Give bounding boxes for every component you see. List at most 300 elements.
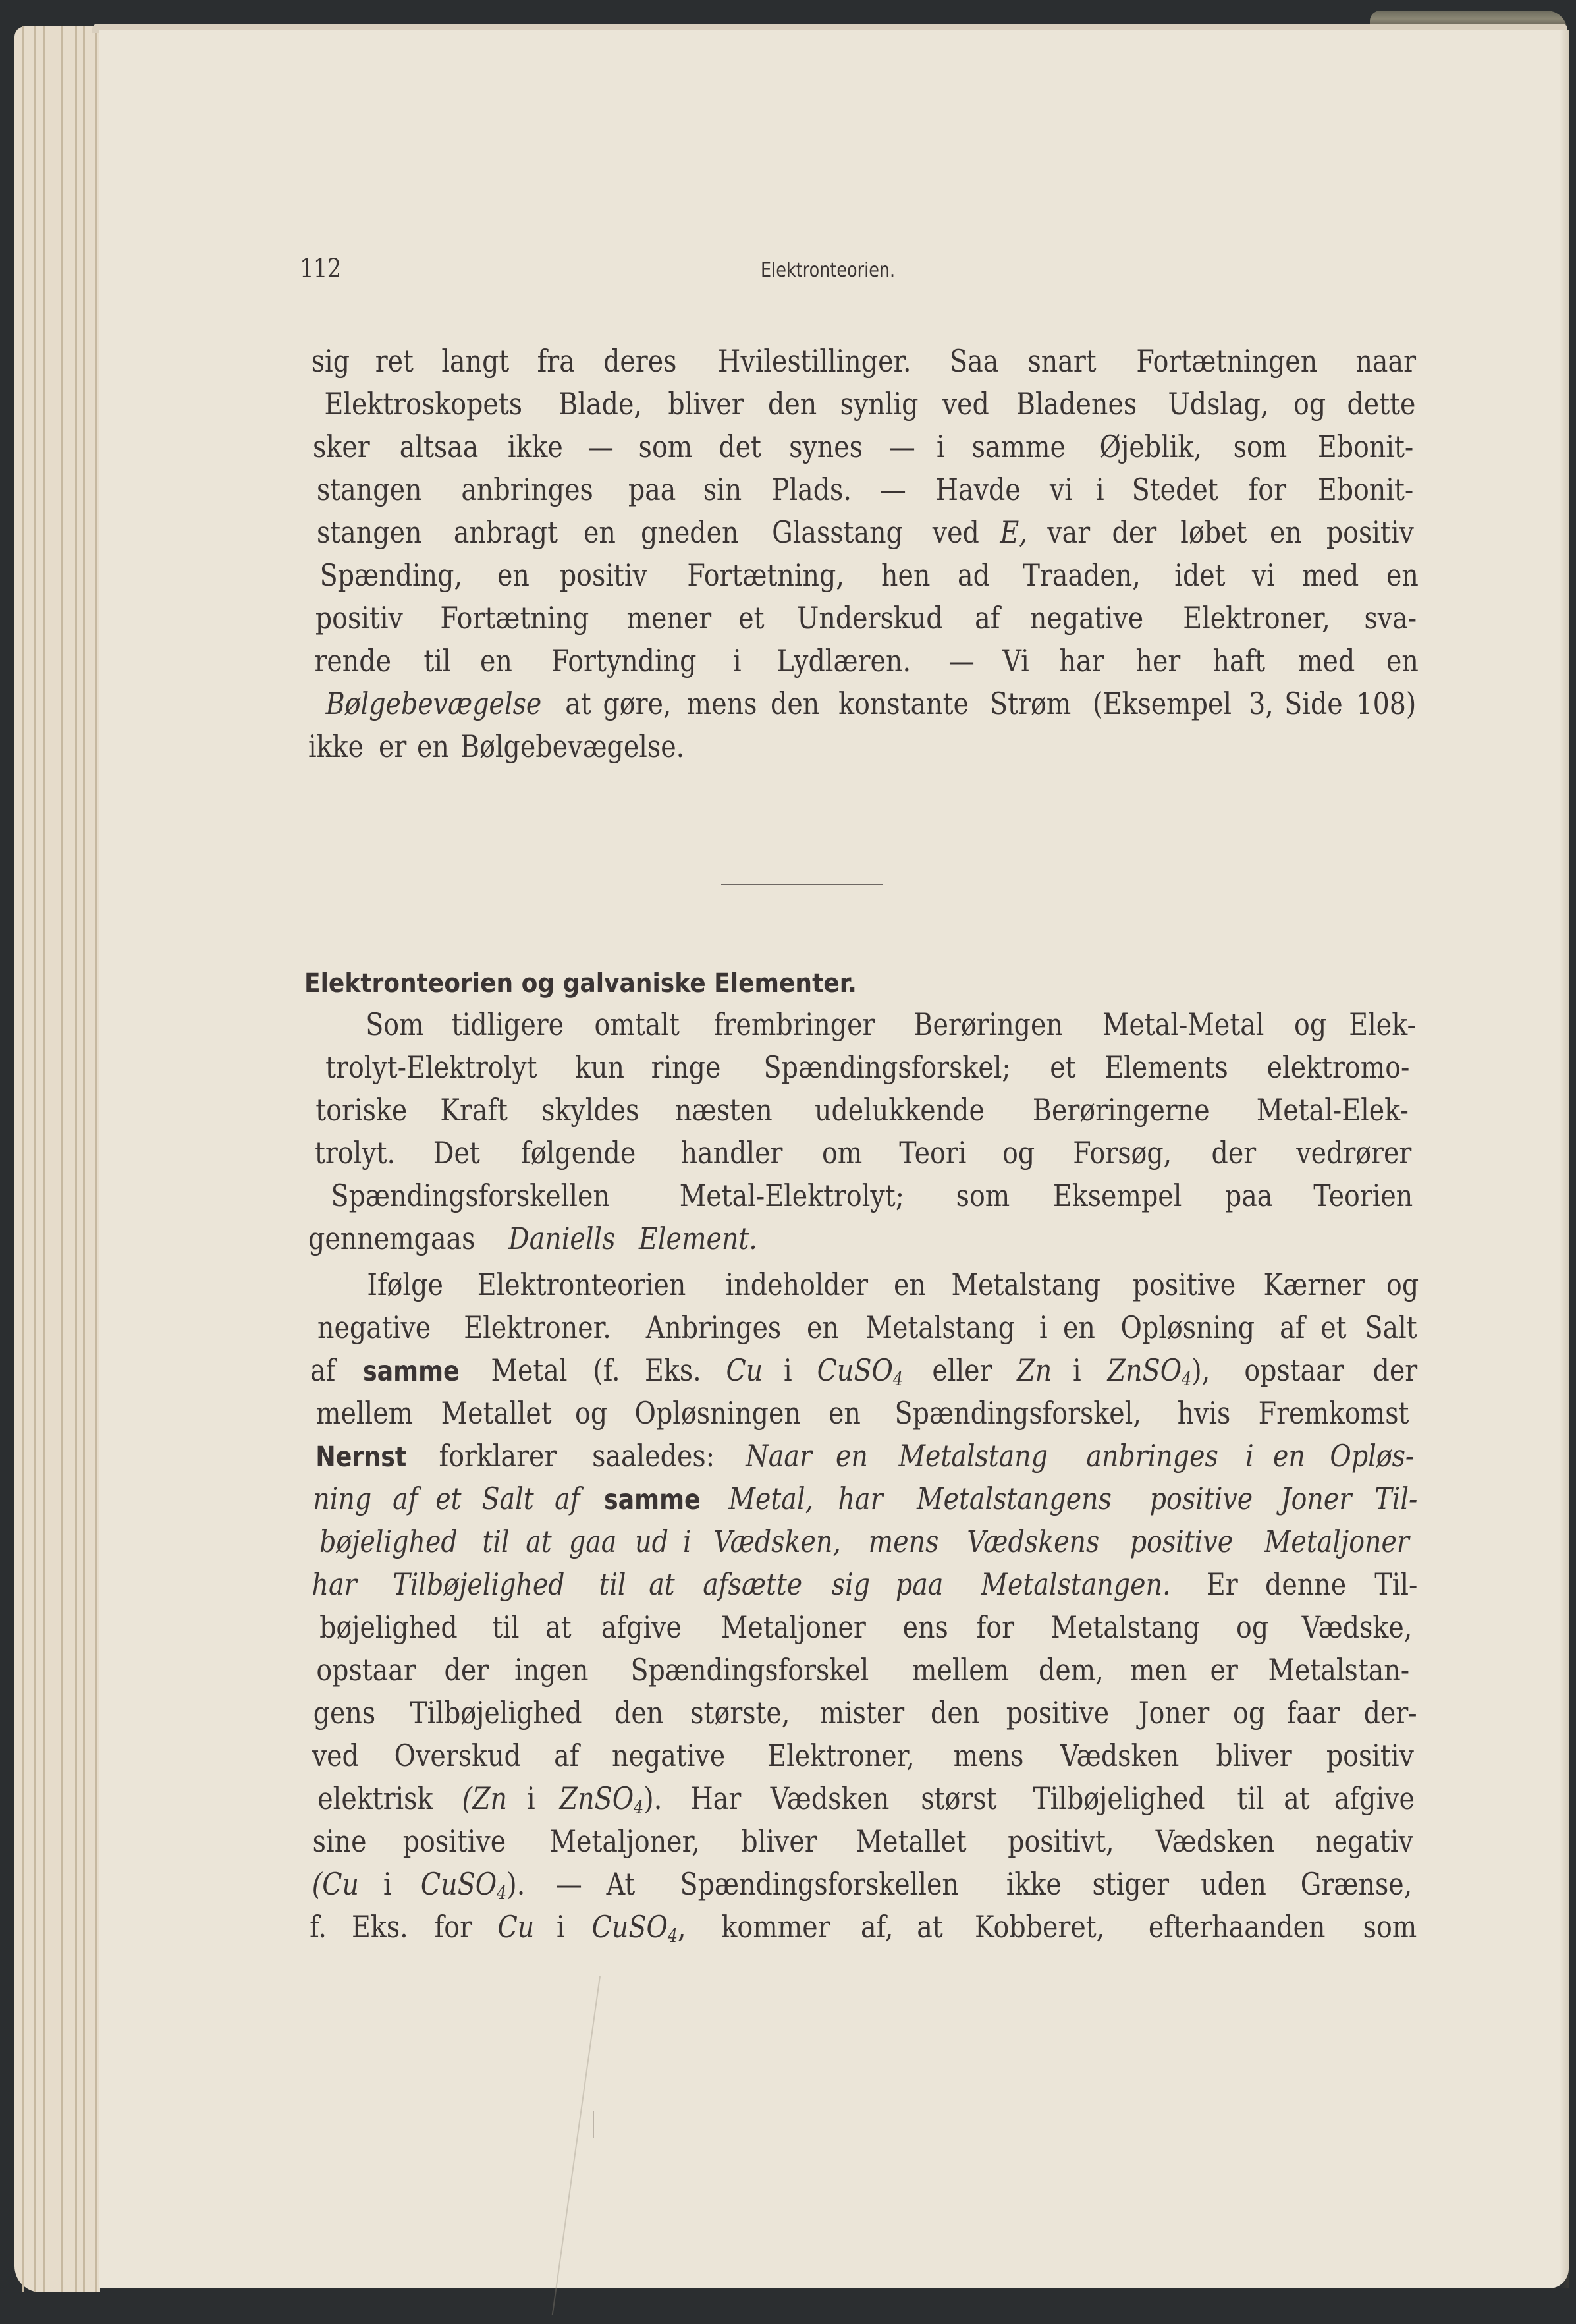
- word-group: [366, 1003, 423, 1045]
- word: i: [1039, 1310, 1048, 1345]
- word-group: [817, 1349, 903, 1391]
- word-group: [556, 1863, 582, 1905]
- word-group: [1149, 1906, 1326, 1948]
- text-line: [308, 1349, 1421, 1391]
- word-group: [460, 725, 684, 767]
- word-group: [1301, 1863, 1412, 1905]
- text-line: [308, 511, 1421, 553]
- word: Eks.: [351, 1909, 408, 1945]
- word: 108): [1356, 686, 1417, 721]
- word-group: [914, 1003, 1063, 1045]
- word: til: [423, 643, 451, 678]
- word: ingen: [514, 1652, 589, 1688]
- word-group: [641, 511, 738, 553]
- word: Kærner: [1263, 1267, 1365, 1302]
- word: sva-: [1364, 600, 1417, 636]
- word: der: [1372, 1352, 1418, 1388]
- word: et: [435, 1481, 462, 1516]
- word: Til-: [1374, 1566, 1418, 1602]
- word: rende: [314, 643, 392, 678]
- word: ZnSO: [560, 1781, 634, 1816]
- word: paa: [1225, 1178, 1273, 1213]
- word: Tilbøjelighed: [409, 1695, 582, 1730]
- word: (Eksempel: [1093, 686, 1232, 721]
- word: CuSO: [592, 1909, 668, 1945]
- word: Lydlæren.: [776, 643, 911, 678]
- word-group: [896, 1563, 943, 1605]
- word: anbringes: [1086, 1438, 1218, 1474]
- word-group: [1210, 1649, 1238, 1691]
- word: i: [526, 1781, 535, 1816]
- word: Øjeblik,: [1099, 429, 1203, 464]
- text-line: [308, 725, 1421, 767]
- word-group: [1000, 511, 1027, 553]
- word-group: [1257, 1089, 1409, 1131]
- word: Spændingsforskel;: [763, 1049, 1011, 1085]
- word-group: [1002, 1132, 1035, 1174]
- word-group: [975, 1906, 1104, 1948]
- word: negativ: [1315, 1823, 1413, 1859]
- word-group: [628, 468, 676, 511]
- word: dette: [1347, 386, 1416, 422]
- word: og: [1293, 386, 1326, 422]
- text-line: [308, 383, 1421, 425]
- word: i: [1073, 1352, 1082, 1388]
- word: Daniells: [508, 1221, 616, 1256]
- word: Til-: [1374, 1481, 1418, 1516]
- word-group: [1030, 597, 1143, 639]
- word: bøjelighed: [319, 1524, 458, 1559]
- subscript: 4: [634, 1796, 644, 1818]
- word: hvis: [1177, 1395, 1231, 1431]
- word: positive: [402, 1823, 506, 1859]
- word: mens: [869, 1524, 939, 1559]
- word: haft: [1212, 643, 1265, 678]
- word: og: [1002, 1135, 1035, 1171]
- word-group: [315, 1132, 395, 1174]
- word-group: [690, 1777, 741, 1819]
- word-group: [452, 1003, 564, 1045]
- word-group: [603, 1478, 700, 1521]
- word-group: [399, 426, 478, 468]
- word-group: [680, 1863, 959, 1905]
- word: ved: [312, 1738, 359, 1773]
- word: er: [1210, 1652, 1239, 1688]
- word-group: [714, 1520, 841, 1563]
- word: Traaden,: [1022, 557, 1141, 593]
- word: som: [956, 1178, 1010, 1213]
- word: (f.: [593, 1352, 620, 1388]
- word: ret: [375, 343, 414, 379]
- word-group: [763, 1046, 1010, 1088]
- word: er: [378, 729, 407, 764]
- word: bliver: [1216, 1738, 1292, 1773]
- word-group: [527, 1777, 535, 1819]
- word: Fortætning,: [687, 557, 845, 593]
- word: mens: [686, 686, 757, 721]
- word-group: [601, 1606, 682, 1648]
- word: som: [638, 429, 693, 464]
- word-group: [1259, 1392, 1409, 1434]
- word: af: [554, 1738, 580, 1773]
- word-group: [1006, 1692, 1109, 1734]
- word-group: [1093, 682, 1232, 725]
- word-group: [726, 1349, 763, 1391]
- word: mens: [953, 1738, 1024, 1773]
- word: at: [1284, 1781, 1311, 1816]
- word-group: [836, 1435, 868, 1477]
- word-group: [1022, 554, 1140, 596]
- word-group: [575, 1392, 607, 1434]
- word-group: [1211, 1132, 1256, 1174]
- word-group: [639, 426, 693, 468]
- word: —: [587, 429, 614, 464]
- word-group: [1150, 1478, 1253, 1520]
- word-group: [1249, 682, 1274, 725]
- word: Berøringen: [913, 1007, 1064, 1042]
- word-group: [1386, 640, 1419, 682]
- word-group: [315, 597, 403, 639]
- word-group: [807, 1306, 839, 1348]
- word-group: [635, 1520, 668, 1563]
- word: synes: [789, 429, 863, 464]
- word: og: [1236, 1609, 1269, 1645]
- word-group: [869, 1520, 939, 1563]
- word-group: [394, 1734, 520, 1777]
- word-group: [977, 1606, 1014, 1648]
- word: den: [614, 1695, 664, 1730]
- word: en: [893, 1267, 926, 1302]
- word: Fortætningen: [1135, 343, 1317, 379]
- word-group: [1108, 1349, 1210, 1391]
- word-group: [435, 1906, 472, 1948]
- word-group: [1302, 554, 1359, 596]
- word-group: [1201, 1863, 1266, 1905]
- word-group: [937, 426, 945, 468]
- word: Metalstang: [865, 1310, 1015, 1345]
- word-group: [714, 1003, 875, 1045]
- word-group: [784, 1349, 792, 1391]
- word-group: [895, 1392, 1141, 1434]
- word-group: [1225, 1175, 1272, 1217]
- word-group: [1330, 1435, 1415, 1477]
- word-group: [797, 597, 943, 639]
- word: omtalt: [594, 1007, 680, 1042]
- word-group: [1270, 511, 1302, 553]
- word: og: [1294, 1007, 1327, 1042]
- word-group: [832, 1563, 870, 1605]
- word-group: [558, 383, 642, 425]
- word-group: [308, 1217, 475, 1259]
- text-line: [308, 1392, 1421, 1434]
- word-group: [1050, 468, 1073, 511]
- word: Salt: [1365, 1310, 1417, 1345]
- word-group: [1232, 1692, 1264, 1734]
- word: mellem: [315, 1395, 414, 1431]
- word: Teorien: [1313, 1178, 1413, 1213]
- word: Saa: [950, 343, 999, 379]
- word-group: [719, 426, 761, 468]
- word-group: [729, 1478, 814, 1520]
- word-group: [393, 1478, 418, 1520]
- word-group: [958, 554, 990, 596]
- word: Glasstang: [772, 514, 904, 550]
- word-group: [1048, 511, 1091, 553]
- word: Vædsken: [1155, 1823, 1274, 1859]
- text-line: [308, 1520, 1421, 1563]
- word-group: [645, 1349, 701, 1391]
- word-group: [635, 1392, 801, 1434]
- word-group: [1363, 1692, 1417, 1734]
- word: at: [917, 1909, 944, 1945]
- word: Fortynding: [551, 643, 697, 678]
- word: paa: [628, 472, 676, 507]
- text-line: [308, 1563, 1421, 1605]
- word-group: [1284, 1777, 1310, 1819]
- word-group: [767, 1734, 915, 1777]
- word: skyldes: [541, 1092, 639, 1128]
- section-heading: Elektronteorien og galvaniske Elementer.: [304, 968, 857, 999]
- word-group: [861, 1906, 893, 1948]
- text-line: [361, 1003, 1421, 1045]
- word: Blade,: [558, 386, 642, 422]
- word: Metaljoner: [1264, 1524, 1410, 1559]
- word-group: [1033, 1089, 1210, 1131]
- word-group: [569, 1520, 616, 1563]
- word-group: [1073, 1349, 1081, 1391]
- word: ).: [506, 1866, 526, 1902]
- word-group: [367, 1263, 443, 1306]
- word-group: [1356, 340, 1417, 382]
- word: med: [1301, 557, 1359, 593]
- word-group: [603, 682, 671, 725]
- word: ).: [643, 1781, 663, 1816]
- word-group: [630, 1649, 869, 1691]
- word: Ifølge: [367, 1267, 443, 1302]
- word: en: [497, 557, 530, 593]
- word-group: [1349, 1003, 1416, 1045]
- word-group: [1280, 1306, 1305, 1348]
- word: (Cu: [312, 1866, 359, 1902]
- word-group: [856, 1820, 966, 1862]
- word-group: [545, 1606, 571, 1648]
- word-group: [1212, 640, 1265, 682]
- word: Cu: [726, 1352, 763, 1388]
- word: en: [417, 729, 450, 764]
- word: —: [948, 643, 975, 678]
- word: positive: [1149, 1481, 1253, 1516]
- word: til: [1236, 1781, 1264, 1816]
- word: som: [1363, 1909, 1417, 1945]
- word: positiv: [1326, 514, 1415, 550]
- word-group: [722, 1906, 830, 1948]
- word: sig: [832, 1566, 871, 1602]
- word: gneden: [641, 514, 739, 550]
- word: Metallet: [441, 1395, 553, 1431]
- word: Metal-Metal: [1102, 1007, 1264, 1042]
- word-group: [815, 1089, 985, 1131]
- word: af: [392, 1481, 418, 1516]
- word: stiger: [1092, 1866, 1169, 1902]
- word: gennemgaas: [308, 1221, 476, 1256]
- word-group: [410, 1692, 582, 1734]
- word: et: [1049, 1049, 1076, 1085]
- word-group: [1216, 1734, 1291, 1777]
- subscript: 4: [892, 1368, 904, 1390]
- word-group: [1297, 1132, 1412, 1174]
- word-group: [894, 1263, 926, 1306]
- word: Metalstang: [1050, 1609, 1201, 1645]
- word-group: [551, 640, 697, 682]
- word-group: [312, 1863, 359, 1905]
- word: ved: [932, 514, 979, 550]
- word: Overskud: [394, 1738, 521, 1773]
- word-group: [549, 1820, 699, 1862]
- word-group: [703, 1563, 803, 1605]
- word-group: [1102, 1003, 1264, 1045]
- word: samme: [971, 429, 1066, 464]
- text-line: [308, 1863, 1421, 1905]
- word: Metalstangens: [916, 1481, 1112, 1516]
- word: Vædsken: [1060, 1738, 1180, 1773]
- word-group: [890, 426, 916, 468]
- word: Elektroner.: [464, 1310, 611, 1345]
- word: Eksempel: [1053, 1178, 1182, 1213]
- word: —: [555, 1866, 582, 1902]
- word: mener: [626, 600, 712, 636]
- word: sin: [703, 472, 742, 507]
- word: Metalstang: [898, 1438, 1048, 1474]
- word: afsætte: [703, 1566, 803, 1602]
- word-group: [1234, 426, 1288, 468]
- word: faar: [1286, 1695, 1340, 1730]
- word-group: [1207, 1563, 1238, 1605]
- word-group: [462, 1777, 506, 1819]
- word: en: [479, 643, 512, 678]
- word: for: [976, 1609, 1015, 1645]
- word: ikke: [308, 729, 364, 764]
- word-group: [439, 1435, 557, 1477]
- word: Stedet: [1131, 472, 1218, 507]
- word: Havde: [935, 472, 1021, 507]
- word-group: [1363, 1906, 1417, 1948]
- word: Naar: [746, 1438, 812, 1474]
- word: Bølgebevægelse: [325, 686, 542, 721]
- word: Udslag,: [1168, 386, 1269, 422]
- word-group: [942, 383, 989, 425]
- word: opstaar: [1244, 1352, 1344, 1388]
- word: Kobberet,: [974, 1909, 1105, 1945]
- word-group: [1175, 554, 1226, 596]
- word: Strøm: [989, 686, 1071, 721]
- word-group: [1008, 1820, 1114, 1862]
- word: frembringer: [713, 1007, 875, 1042]
- word: i: [683, 1524, 692, 1559]
- word-group: [325, 1046, 537, 1088]
- word: største,: [690, 1695, 790, 1730]
- word-group: [315, 1435, 406, 1478]
- word-group: [1264, 1520, 1409, 1563]
- word: saaledes:: [592, 1438, 715, 1474]
- word: den: [930, 1695, 979, 1730]
- word: Elements: [1104, 1049, 1228, 1085]
- word: samme: [603, 1483, 701, 1516]
- word: sine: [312, 1823, 367, 1859]
- word: toriske: [315, 1092, 408, 1128]
- word: kun: [575, 1049, 625, 1085]
- word: Opløsningen: [634, 1395, 802, 1431]
- word: Opløs-: [1330, 1438, 1415, 1474]
- word-group: [363, 1349, 460, 1393]
- word: ning: [313, 1481, 372, 1516]
- word-group: [1365, 597, 1417, 639]
- word: der: [1211, 1135, 1256, 1171]
- word-group: [822, 1132, 862, 1174]
- word: Elektroskopets: [324, 386, 523, 422]
- word: samme: [362, 1355, 460, 1387]
- word: snart: [1027, 343, 1097, 379]
- word-group: [555, 1478, 580, 1520]
- word: CuSO: [817, 1352, 893, 1388]
- word: mellem: [912, 1652, 1010, 1688]
- word: tidligere: [452, 1007, 564, 1042]
- word: afgive: [601, 1609, 682, 1645]
- word: Hvilestillinger.: [717, 343, 911, 379]
- word-group: [454, 511, 558, 553]
- word-group: [917, 1478, 1112, 1520]
- word-group: [1003, 640, 1030, 682]
- word: Fortætning: [440, 600, 589, 636]
- word: Zn: [1017, 1352, 1052, 1388]
- word: altsaa: [399, 429, 478, 464]
- word-group: [1028, 340, 1097, 382]
- word: forklarer: [439, 1438, 557, 1474]
- word: vi: [1251, 557, 1275, 593]
- word: eller: [932, 1352, 992, 1388]
- word: i: [383, 1866, 392, 1902]
- word-group: [588, 426, 614, 468]
- word-group: [393, 1563, 564, 1605]
- word: udelukkende: [814, 1092, 985, 1128]
- word-group: [444, 1649, 489, 1691]
- word-group: [565, 682, 591, 725]
- word-group: [1298, 640, 1355, 682]
- word-group: [1132, 468, 1218, 511]
- page-number: 112: [300, 254, 341, 284]
- word: Spænding,: [319, 557, 463, 593]
- word-group: [1139, 1692, 1209, 1734]
- word: Spændingsforskellen: [331, 1178, 610, 1213]
- word: at: [545, 1609, 572, 1645]
- word: og: [1386, 1267, 1419, 1302]
- word: en: [1386, 643, 1419, 678]
- word-group: [312, 340, 350, 382]
- word-group: [882, 554, 931, 596]
- word-group: [1375, 1478, 1418, 1520]
- word: stangen: [316, 472, 422, 507]
- word-group: [1293, 383, 1326, 425]
- word-group: [541, 1089, 639, 1131]
- text-line: [308, 1820, 1421, 1862]
- word: Metalstangen.: [981, 1566, 1171, 1602]
- word: Vædsken,: [713, 1524, 842, 1559]
- word-group: [557, 1906, 565, 1948]
- word-group: [772, 511, 903, 553]
- word-group: [482, 1478, 534, 1520]
- word-group: [1136, 340, 1317, 382]
- word-group: [1050, 1046, 1075, 1088]
- word-group: [981, 1563, 1170, 1605]
